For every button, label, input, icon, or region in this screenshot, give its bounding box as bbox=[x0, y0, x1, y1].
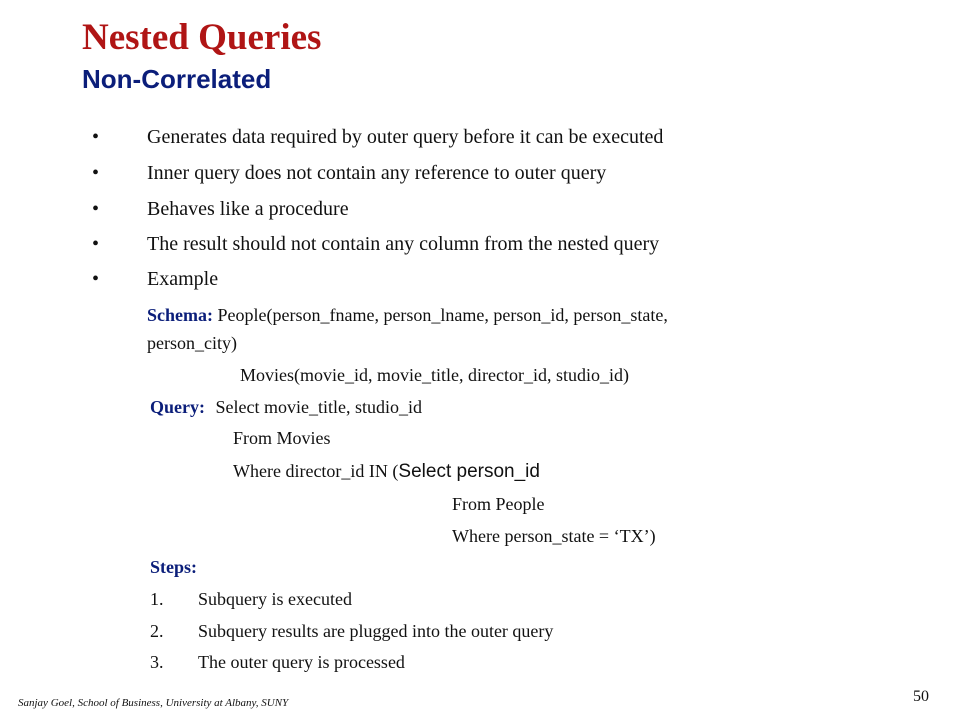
step-item bbox=[150, 589, 352, 610]
query-label: Query: bbox=[150, 397, 205, 417]
step-number: 1. bbox=[150, 589, 164, 609]
bullet-glyph: • bbox=[92, 198, 100, 220]
bullet-glyph: • bbox=[92, 162, 100, 184]
bullet-glyph: • bbox=[92, 126, 100, 148]
steps-label: Steps: bbox=[150, 557, 198, 577]
page-number: 50 bbox=[913, 688, 929, 705]
slide-title: Nested Queries bbox=[82, 17, 322, 58]
slide-subtitle: Non-Correlated bbox=[82, 64, 272, 94]
step-text: Subquery results are plugged into the outer query bbox=[198, 621, 554, 641]
schema-people-text: People(person_fname, person_lname, person_id, person_state, bbox=[217, 305, 668, 325]
schema-line-1 bbox=[147, 305, 668, 326]
bullet-glyph: • bbox=[92, 233, 100, 255]
step-item bbox=[150, 621, 554, 642]
bullet-text: Behaves like a procedure bbox=[147, 198, 349, 220]
bullet-text: Generates data required by outer query before it can be executed bbox=[147, 126, 664, 148]
query-line-5: Where person_state = ‘TX’) bbox=[452, 526, 656, 546]
bullet-text: Inner query does not contain any reference to outer query bbox=[147, 162, 607, 184]
bullet-text: The result should not contain any column from the nested query bbox=[147, 233, 660, 255]
step-item bbox=[150, 652, 405, 673]
bullet-text: Example bbox=[147, 268, 219, 290]
query-line-3 bbox=[233, 461, 540, 483]
query-line-1 bbox=[150, 397, 422, 418]
footer-credit: Sanjay Goel, School of Business, University at Albany, SUNY bbox=[18, 697, 289, 709]
schema-label: Schema: bbox=[147, 305, 213, 325]
step-number: 3. bbox=[150, 652, 164, 672]
bullet-glyph: • bbox=[92, 268, 100, 290]
step-text: The outer query is processed bbox=[198, 652, 405, 672]
query-line-2: From Movies bbox=[233, 428, 331, 448]
query-select-text: Select movie_title, studio_id bbox=[215, 397, 422, 417]
query-line-4: From People bbox=[452, 494, 545, 514]
query-where-prefix: Where director_id IN ( bbox=[233, 461, 399, 481]
schema-movies-line: Movies(movie_id, movie_title, director_id, studio_id) bbox=[240, 365, 629, 385]
step-text: Subquery is executed bbox=[198, 589, 352, 609]
query-subselect-text: Select person_id bbox=[398, 461, 540, 482]
schema-line-2: person_city) bbox=[147, 333, 237, 353]
step-number: 2. bbox=[150, 621, 164, 641]
